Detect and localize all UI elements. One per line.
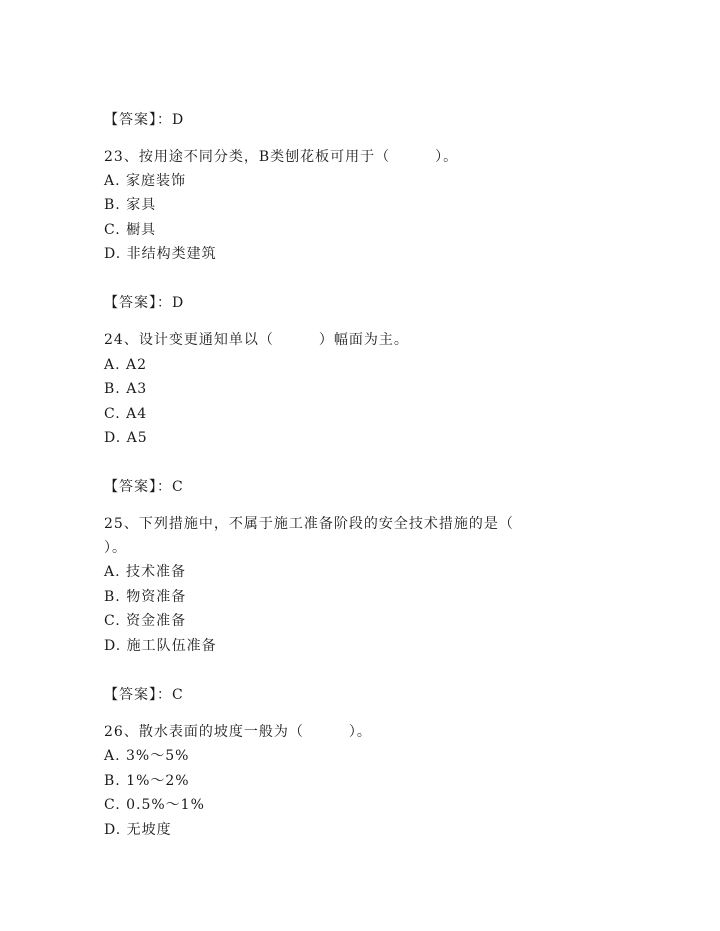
question-25: 25、下列措施中，不属于施工准备阶段的安全技术措施的是（ (104, 516, 514, 532)
question-24-option-d: D. A5 (104, 430, 148, 446)
question-26-option-a: A. 3%～5% (104, 748, 190, 764)
answer-25: 【答案】：C (104, 687, 184, 703)
question-26-option-b: B. 1%～2% (104, 773, 190, 789)
question-23-option-d: D. 非结构类建筑 (104, 246, 217, 262)
question-25-option-c: C. 资金准备 (104, 613, 187, 629)
answer-23: 【答案】：D (104, 295, 185, 311)
question-26-option-c: C. 0.5%～1% (104, 797, 205, 813)
question-26: 26、散水表面的坡度一般为（ ）。 (104, 724, 372, 740)
question-23-option-c: C. 橱具 (104, 222, 157, 238)
question-25-option-a: A. 技术准备 (104, 564, 187, 580)
question-24-option-c: C. A4 (104, 406, 148, 422)
question-23: 23、按用途不同分类，B类刨花板可用于（ ）。 (104, 149, 459, 165)
question-24-option-a: A. A2 (104, 357, 148, 373)
answer-24: 【答案】：C (104, 479, 184, 495)
answer-22: 【答案】：D (104, 112, 185, 128)
question-25-option-d: D. 施工队伍准备 (104, 638, 217, 654)
question-26-option-d: D. 无坡度 (104, 822, 172, 838)
question-23-option-a: A. 家庭装饰 (104, 173, 187, 189)
question-24: 24、设计变更通知单以（ ）幅面为主。 (104, 332, 409, 348)
question-25-option-b: B. 物资准备 (104, 589, 187, 605)
question-23-option-b: B. 家具 (104, 197, 157, 213)
question-25-continuation: ）。 (104, 540, 127, 556)
question-24-option-b: B. A3 (104, 381, 148, 397)
